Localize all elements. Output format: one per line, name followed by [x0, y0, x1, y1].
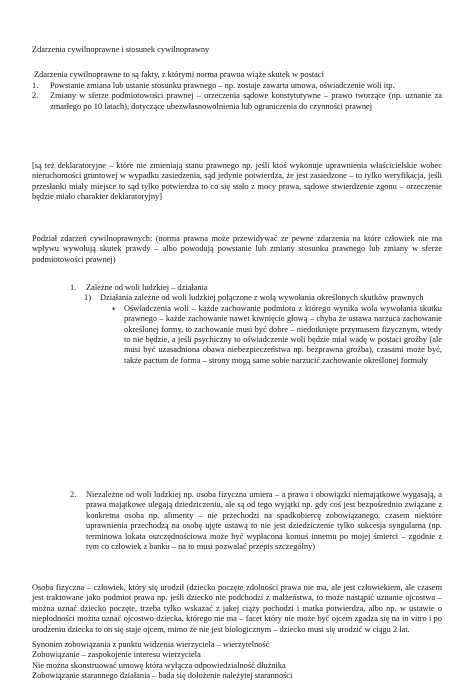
list-item	[32, 91, 442, 112]
item-number: 2.	[70, 490, 77, 499]
synonyms-list	[32, 640, 442, 682]
synonym-line: Zobowiązanie starannego działania – bada się dołożenie należytej staranności	[32, 671, 293, 681]
synonym-line: Nie można skonstruować umowę która wyłącza odpowiedzialność dłużnika	[32, 660, 286, 670]
synonym-line: Synonim zobowiązania z punktu widzenia wierzyciela – wierzytelność	[32, 640, 270, 649]
list-item-number: 2.	[32, 91, 39, 101]
synonym-line: Zobowiązanie – zaspokojenie interesu wierzyciela	[32, 650, 201, 660]
sub-item-text: Działania zależne od woli ludzkiej połączone z wolą wywołania określonych skutków prawnych	[100, 293, 424, 303]
intro-paragraph: Zdarzenia cywilnoprawne to są fakty, z którymi norma prawna wiąże skutek w postaci	[34, 70, 324, 79]
list-item-text: Powstanie zmiana lub ustanie stosunku prawnego – np. zostaje zawarta umowa, oświadczenie woli itp.	[50, 81, 395, 90]
sub-item	[84, 293, 428, 303]
item-independent-of-will	[70, 490, 442, 552]
bracket-note: [są też deklaratoryjne – które nie zmieniają stanu prawnego np. jeśli ktoś wykonuje uprawnienia właścicielskie wobec nieruchomości gruntowej w wypadku zasiedzenia, sąd jedynie potwierdza, że jest zasiedzone – to tylko weryfikacja, jeśli przesłanki miały miejsce to sąd tylko potwierdza to co się stało z mocy prawa, sądowe stwierdzenie zgonu – orzeczenie będzie miało charakter deklaratoryjny]	[32, 161, 442, 202]
item-number: 1.	[70, 283, 77, 292]
list-item	[32, 81, 442, 91]
item-dependent-on-will	[70, 283, 442, 366]
item-heading	[70, 283, 442, 293]
document-title: Zdarzenia cywilnoprawne i stosunek cywilnoprawny	[32, 45, 210, 54]
list-item-text: Zmiany w sferze podmiotowości prawnej – orzeczenia sądowe konstytutywne – prawo tworzące (np. uznanie za zmarłego po 10 latach), dotyczące ubezwłasnowolnienia lub ograniczenia do czynności prawnej	[50, 91, 442, 111]
bullet-glyph: •	[112, 303, 116, 314]
item-text: Niezależne od woli ludzkiej np. osoba fizyczna umiera – a prawa i obowiązki niemajątkowe wygasają, a prawa majątkowe ulegają dziedziczeniu, ale są od tego wyjątki np. gdy coś jest bezpośrednio związane z konkretna osoba np. alimenty – nie przechodzi na spadkobiercę zobowiązanego, czasem niektóre uprawnienia przechodzą na osobę ujęte ustawą to nie jest dziedziczenie tylko sukcesja syngularna (np. terminowa lokata oszczędnościowa może być wypłacona komuś innemu po mojej śmierci – zgodnie z tym co człowiek z banku – na to musi pozwalać przepis szczególny)	[86, 490, 442, 552]
bullet-item	[110, 304, 442, 366]
division-paragraph: Podział zdarzeń cywilnoprawnych: (norma prawna może przewidywać ze pewne zdarzenia na które człowiek nie ma wpływu wywołują skutek prawdy – albo powodują powstanie lub zmiany stosunku prawnego lub zmiany w sferze podmiotowości prawnej)	[32, 234, 442, 264]
bullet-text: Oświadczenia woli – każde zachowanie podmiotu z którego wynika wola wywołania skutku prawnego – każde zachowanie nawet kiwnięcie głową – chyba że ustawa narzuca zachowanie określonej formy, to zachowanie musi być dobre – niedotknięte przymusem fizycznym, wtedy to nie będzie, a jeśli psychiczny to oświadczenie woli będzie miał wadę w postaci groźby (ale musi być uzasadniona obawa niebezpieczeństwa np. bezprawna groźba), czasami może być, także pactum de forma – strony mogą same sobie narzucić zachowanie określonej formuły	[124, 303, 442, 365]
list-item-number: 1.	[32, 81, 39, 90]
sub-item-number: 1)	[84, 293, 91, 303]
physical-person-paragraph: Osoba fizyczna – człowiek, który się urodził (dziecko poczęte zdolności prawa nie ma, ale jest człowiekiem, ale czasem jest traktowane jako podmiot prawa np. jeśli dziecko nie podchodzi z małżeństwa, to może nastąpić uznanie ojcostwa – można uznać dziecko poczęte, trzeba tylko wskazać z jakej ciąży pochodzi i matka potwierdza, albo np. w ustawie o niepłodności można uznać ojcostwo dziecka, którego nie ma – facet który nie może być ojcem zgadza się na in vitro i po urodzeniu dziecka to on się staje ojcem, mimo że nie jest biologicznym – dziecko musi się urodzić w ciągu 2 lat.	[32, 583, 442, 634]
outcomes-list	[32, 81, 442, 112]
item-title: Zależne od woli ludzkiej – działania	[86, 283, 208, 292]
